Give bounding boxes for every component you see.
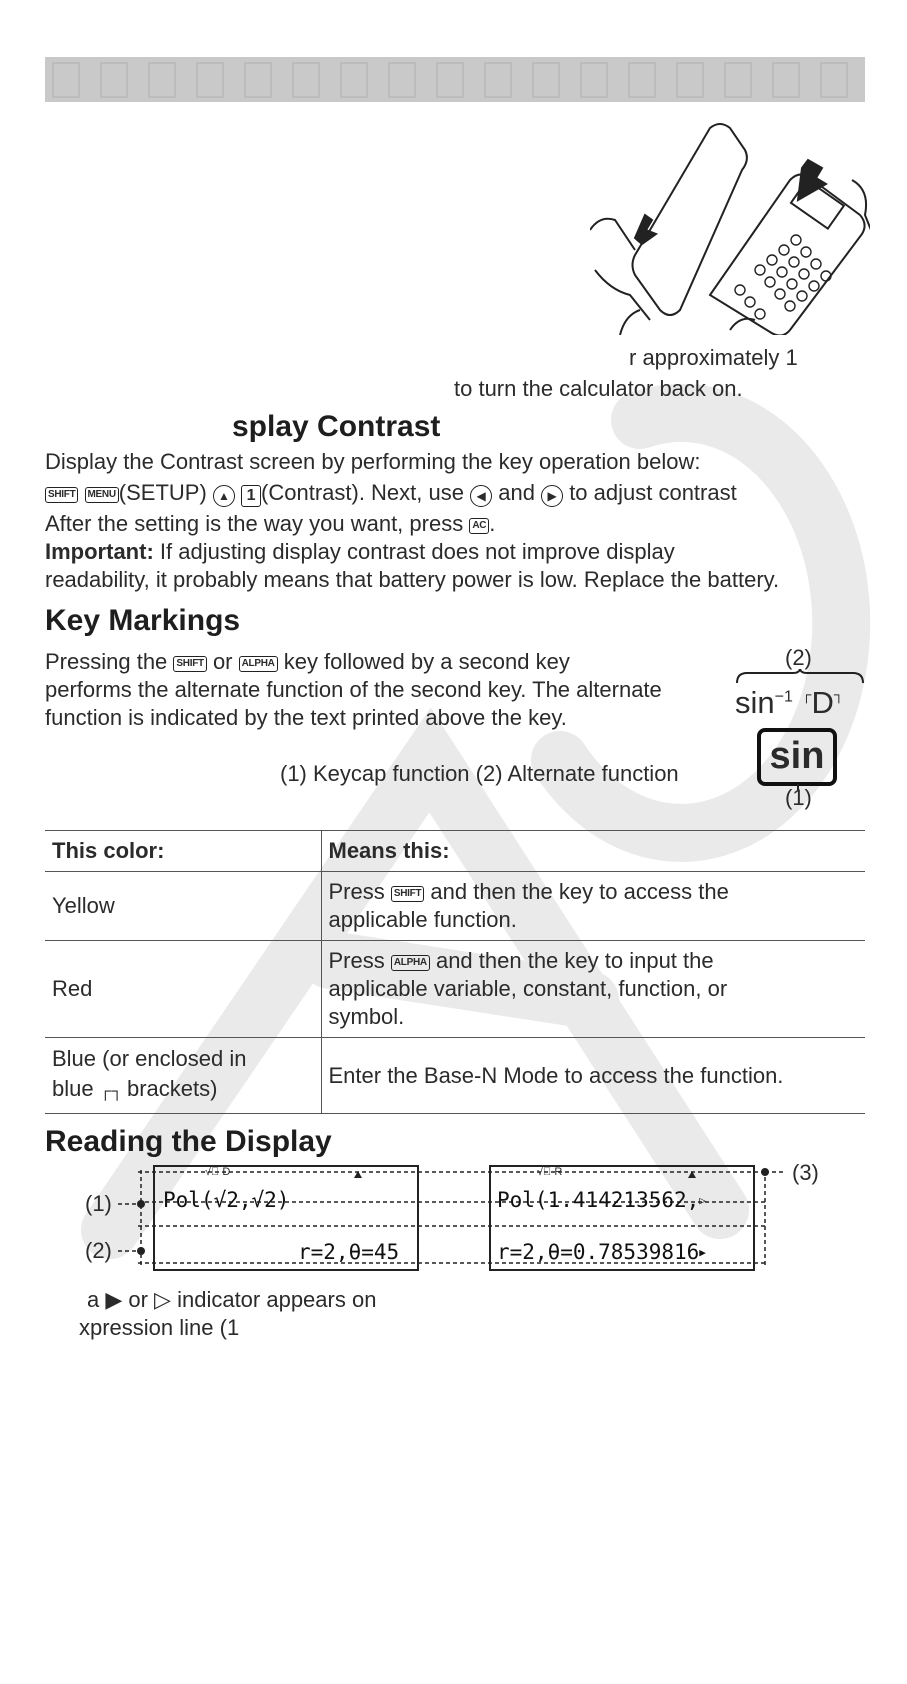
or-text: or — [212, 649, 233, 674]
display-diagram — [0, 1160, 907, 1280]
setup-label: (SETUP) — [118, 480, 207, 505]
table-row — [45, 872, 865, 941]
contrast-paragraph-3 — [45, 510, 495, 538]
row-color-yellow: Yellow — [45, 872, 321, 941]
guide-lines — [0, 1160, 907, 1280]
top-fragment-line1: r approximately 1 — [629, 345, 798, 370]
alt-d: D — [811, 685, 834, 720]
row-meaning-red — [321, 941, 865, 1038]
display-footer-line1: a ▶ or ▷ indicator appears on — [87, 1287, 377, 1312]
shift-key: SHIFT — [391, 886, 424, 902]
important-label: Important: — [45, 539, 154, 564]
row-meaning-blue: Enter the Base-N Mode to access the function. — [321, 1038, 865, 1114]
contrast-heading: splay Contrast — [232, 410, 441, 443]
row-meaning-yellow — [321, 872, 865, 941]
display-label-3: (3) — [792, 1160, 819, 1185]
meaning-text-2: applicable function. — [328, 907, 517, 932]
lcd-right-result-text: r=2,θ=0.78539816 — [497, 1240, 700, 1264]
important-text: If adjusting display contrast does not improve display — [159, 539, 675, 564]
lcd-right-result — [497, 1240, 706, 1264]
key-marking-diagram — [735, 645, 865, 810]
adjust-label: to adjust contrast — [569, 480, 737, 505]
lcd-right-expr-text: Pol(1.414213562, — [497, 1188, 700, 1212]
pressing-text: Pressing the — [45, 649, 168, 674]
alt-function-brace — [735, 669, 865, 685]
row-color-red: Red — [45, 941, 321, 1038]
display-label-2: (2) — [85, 1238, 112, 1263]
lcd-left-indicators: √ D — [205, 1166, 223, 1178]
blue-text-3: brackets) — [126, 1076, 218, 1101]
right-filled-arrow-icon: ▶ — [699, 1246, 706, 1259]
meaning-text-2: applicable variable, constant, function, or — [328, 976, 728, 1001]
key-markings-caption: (1) Keycap function (2) Alternate function — [280, 761, 679, 786]
alpha-key: ALPHA — [239, 656, 278, 672]
shift-key: SHIFT — [45, 487, 78, 503]
bracket-glyph: ┌ ┐ — [99, 1083, 121, 1100]
alt-sin: sin — [735, 685, 775, 720]
header-bar — [45, 57, 865, 102]
left-arrow-key-icon: ◀ — [470, 485, 492, 507]
one-key: 1 — [241, 485, 261, 507]
meaning-text: and then the key to access the — [430, 879, 729, 904]
display-label-1: (1) — [85, 1191, 112, 1216]
period: . — [489, 511, 496, 536]
up-arrow-key-icon: ▲ — [213, 485, 235, 507]
blue-text-1: Blue (or enclosed in — [52, 1046, 247, 1071]
alpha-key: ALPHA — [391, 955, 430, 971]
lcd-left-expression: Pol(√2,√2) — [163, 1188, 290, 1212]
table-header-row — [45, 831, 865, 872]
and-label: and — [498, 480, 535, 505]
shift-key: SHIFT — [173, 656, 206, 672]
meaning-text: and then the key to input the — [435, 948, 714, 973]
important-text-2: readability, it probably means that battery power is low. Replace the battery. — [45, 567, 780, 592]
color-meaning-table — [45, 830, 865, 1114]
press-text: Press — [328, 879, 385, 904]
header-pattern — [45, 57, 865, 102]
contrast-paragraph-1: Display the Contrast screen by performing the key operation below: — [45, 449, 701, 474]
table-row — [45, 941, 865, 1038]
important-note — [45, 538, 675, 566]
alt-sup: −1 — [774, 688, 793, 706]
display-footer-line2: xpression line (1 — [79, 1315, 240, 1340]
lcd-right-indicators: √ R — [537, 1166, 555, 1178]
table-row — [45, 1038, 865, 1114]
lcd-left-result: r=2,θ=45 — [298, 1240, 400, 1264]
meaning-text-3: symbol. — [328, 1004, 405, 1029]
menu-key: MENU — [85, 487, 119, 503]
key-markings-line3: function is indicated by the text printed above the key. — [45, 705, 567, 730]
sin-keycap: sin — [757, 728, 837, 786]
right-outline-arrow-icon: ▷ — [699, 1194, 706, 1207]
key-markings-line1 — [45, 648, 570, 676]
diagram-label-2: (2) — [785, 645, 812, 670]
contrast-label: (Contrast). Next, use — [261, 480, 464, 505]
row-color-blue — [45, 1038, 321, 1114]
ac-key: AC — [469, 518, 489, 534]
contrast-key-sequence — [45, 479, 737, 507]
right-arrow-key-icon: ▶ — [541, 485, 563, 507]
reading-display-heading: Reading the Display — [45, 1125, 332, 1158]
key-markings-line2: performs the alternate function of the second key. The alternate — [45, 677, 662, 702]
lcd-right-expression — [497, 1188, 706, 1212]
blue-text-2: blue — [52, 1076, 94, 1101]
key-followed-text: key followed by a second key — [283, 649, 570, 674]
calculator-illustration — [590, 120, 870, 335]
key-markings-heading: Key Markings — [45, 604, 241, 637]
contrast-press-text: After the setting is the way you want, press — [45, 511, 464, 536]
diagram-label-1: (1) — [785, 785, 812, 810]
table-header-color: This color: — [45, 831, 321, 872]
top-fragment-line2: to turn the calculator back on. — [454, 376, 743, 401]
alt-function-text: $\sin^{-1} ^┌D^┐$ — [735, 685, 844, 720]
press-text: Press — [328, 948, 385, 973]
table-header-meaning: Means this: — [321, 831, 865, 872]
